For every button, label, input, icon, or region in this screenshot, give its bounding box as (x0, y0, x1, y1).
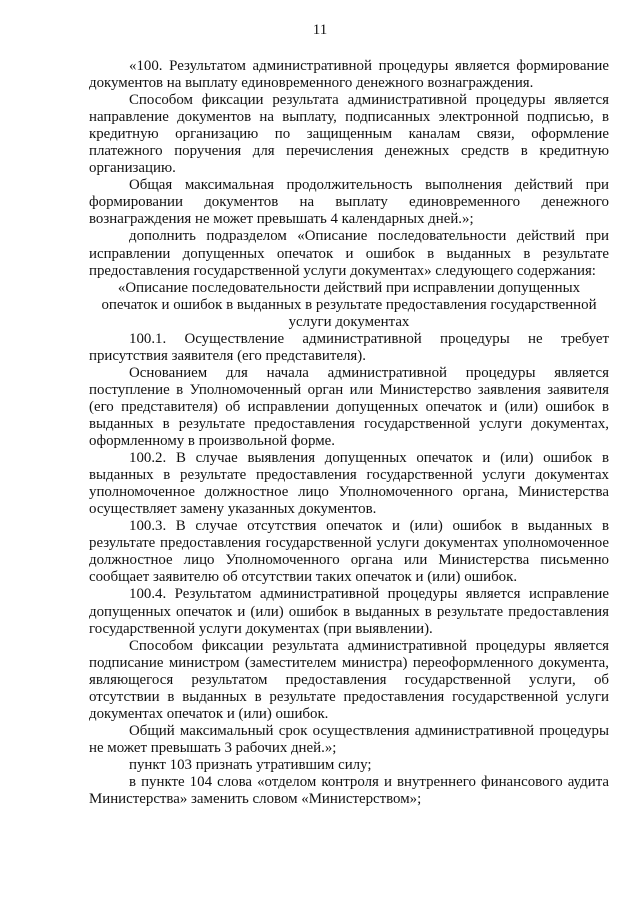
paragraph-100-4: 100.4. Результатом административной процедуры является исправление допущенных опечаток и (или) ошибок в выданных в результате предоставления государственной услуги документах (при выявлении). (89, 586, 609, 637)
paragraph-fixation-method-2: Способом фиксации результата административной процедуры является подписание министром (заместителем министра) переоформленного документа, являющегося результатом предоставления государственной услуги, об отсутствии в выданных в результате предоставления государственной услуги документах опечаток и (или) ошибок. (89, 637, 609, 722)
paragraph-add-subsection: дополнить подразделом «Описание последовательности действий при исправлении допущенных опечаток и ошибок в выданных в результате предоставления государственной услуги документах» следующего содержания: (89, 228, 609, 279)
paragraph-max-duration: Общая максимальная продолжительность выполнения действий при формировании документов на выплату единовременного денежного вознаграждения не может превышать 4 календарных дней.»; (89, 177, 609, 228)
paragraph-100: «100. Результатом административной процедуры является формирование документов на выплату единовременного денежного вознаграждения. (89, 58, 609, 92)
document-body (89, 58, 609, 808)
paragraph-100-3: 100.3. В случае отсутствия опечаток и (или) ошибок в выданных в результате предоставления государственной услуги документах уполномоченное должностное лицо Уполномоченного органа или Министерства письменно сообщает заявителю об отсутствии таких опечаток и (или) ошибок. (89, 518, 609, 586)
paragraph-point-103: пункт 103 признать утратившим силу; (129, 756, 372, 773)
paragraph-point-104: в пункте 104 слова «отделом контроля и внутреннего финансового аудита Министерства» заменить словом «Министерством»; (89, 773, 609, 808)
subsection-heading: «Описание последовательности действий при исправлении допущенных опечаток и ошибок в выданных в результате предоставления государственной услуги документах (101, 279, 597, 330)
paragraph-fixation-method: Способом фиксации результата административной процедуры является направление документов на выплату, подписанных электронной подписью, в кредитную организацию по защищенным каналам связи, оформление платежного поручения для перечисления денежных средств в кредитную организацию. (89, 92, 609, 177)
paragraph-100-1: 100.1. Осуществление административной процедуры не требует присутствия заявителя (его представителя). (89, 330, 609, 364)
paragraph-basis: Основанием для начала административной процедуры является поступление в Уполномоченный орган или Министерство заявления заявителя (его представителя) об исправлении допущенных опечаток и (или) ошибок в выданных в результате предоставления государственной услуги документах, оформленному в произвольной форме. (89, 364, 609, 450)
paragraph-100-2: 100.2. В случае выявления допущенных опечаток и (или) ошибок в выданных в результате предоставления государственной услуги документах уполномоченное должностное лицо Уполномоченного органа, Министерства осуществляет замену указанных документов. (89, 450, 609, 518)
paragraph-max-term: Общий максимальный срок осуществления административной процедуры не может превышать 3 рабочих дней.»; (89, 722, 609, 756)
page-number: 11 (312, 22, 328, 38)
